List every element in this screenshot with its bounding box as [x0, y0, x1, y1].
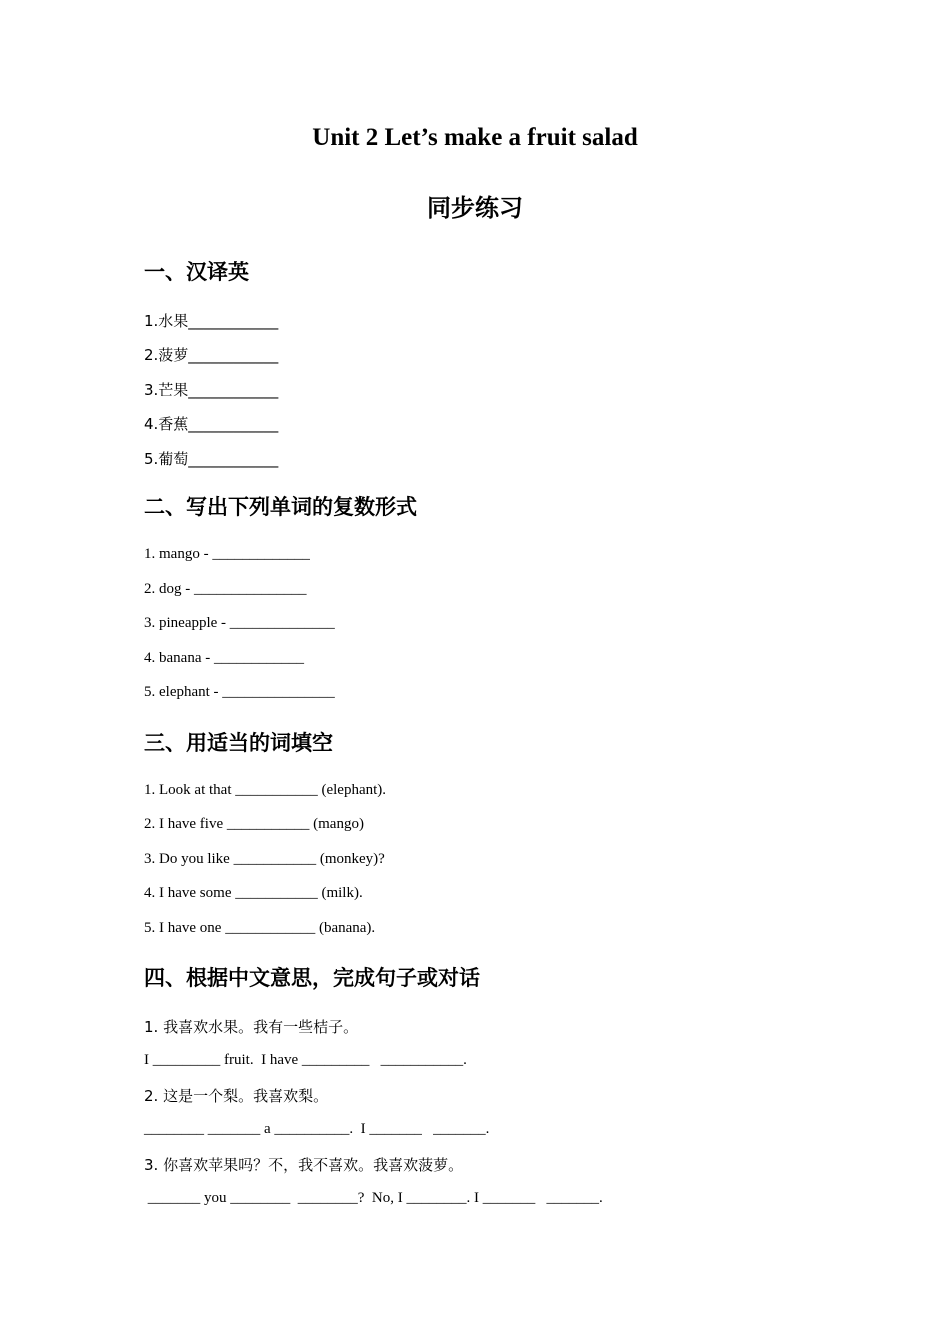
list-item: 1. 我喜欢水果。我有一些桔子。 — [144, 1018, 359, 1036]
answer-line: ________ _______ a __________. I _______ _______. — [144, 1121, 490, 1137]
section-heading-3: 三、用适当的词填空 — [144, 731, 333, 755]
list-item: 2. I have five ___________ (mango) — [144, 816, 364, 832]
list-item: 3. pineapple - ______________ — [144, 615, 335, 631]
list-item: 3. 你喜欢苹果吗？不，我不喜欢。我喜欢菠萝。 — [144, 1156, 464, 1174]
page-subtitle: 同步练习 — [427, 194, 523, 222]
page-title: Unit 2 Let’s make a fruit salad — [312, 124, 638, 151]
list-item: 4.香蕉____________ — [144, 415, 279, 433]
answer-line: _______ you ________ ________? No, I ________. I _______ _______. — [144, 1190, 603, 1206]
list-item: 5. elephant - _______________ — [144, 684, 335, 700]
list-item: 1.水果____________ — [144, 312, 279, 330]
list-item: 5. I have one ____________ (banana). — [144, 920, 376, 936]
list-item: 3.芒果____________ — [144, 381, 279, 399]
list-item: 2.菠萝____________ — [144, 346, 279, 364]
list-item: 3. Do you like ___________ (monkey)? — [144, 851, 385, 867]
list-item: 2. 这是一个梨。我喜欢梨。 — [144, 1087, 329, 1105]
section-heading-4: 四、根据中文意思，完成句子或对话 — [144, 966, 480, 990]
list-item: 4. banana - ____________ — [144, 650, 304, 666]
list-item: 2. dog - _______________ — [144, 581, 307, 597]
list-item: 4. I have some ___________ (milk). — [144, 885, 363, 901]
answer-line: I _________ fruit. I have _________ ___________. — [144, 1052, 467, 1068]
list-item: 1. Look at that ___________ (elephant). — [144, 782, 387, 798]
section-heading-1: 一、汉译英 — [144, 260, 249, 284]
section-heading-2: 二、写出下列单词的复数形式 — [144, 495, 417, 519]
list-item: 5.葡萄____________ — [144, 450, 279, 468]
list-item: 1. mango - _____________ — [144, 546, 310, 562]
